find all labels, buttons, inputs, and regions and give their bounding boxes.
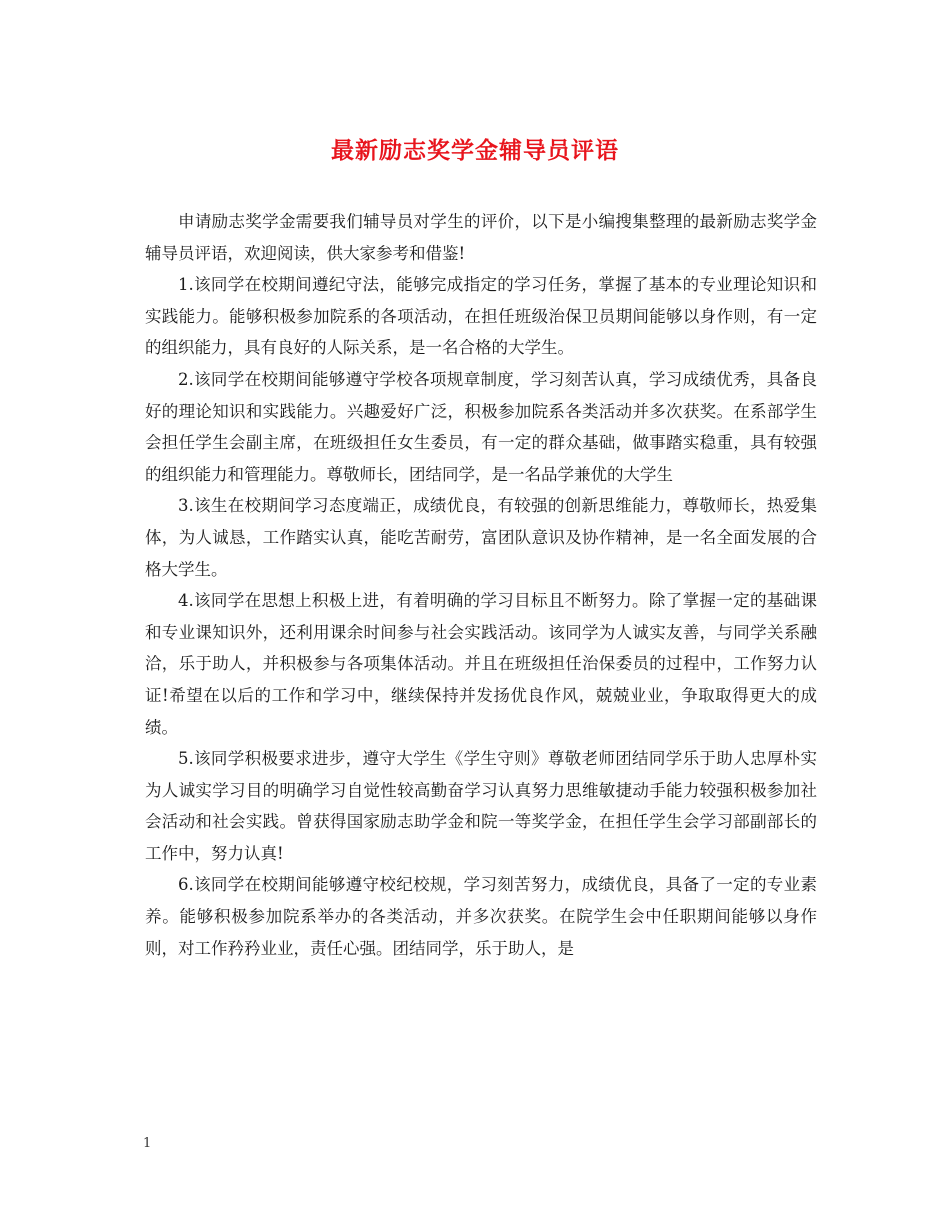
document-body [145,206,817,964]
comment-paragraph-4: 4.该同学在思想上积极上进，有着明确的学习目标且不断努力。除了掌握一定的基础课和专业课知识外，还利用课余时间参与社会实践活动。该同学为人诚实友善，与同学关系融洽，乐于助人，并积极参与各项集体活动。并且在班级担任治保委员的过程中，工作努力认证!希望在以后的工作和学习中，继续保持并发扬优良作风，兢兢业业，争取取得更大的成绩。 [145,591,817,737]
comment-paragraph-1: 1.该同学在校期间遵纪守法，能够完成指定的学习任务，掌握了基本的专业理论知识和实践能力。能够积极参加院系的各项活动，在担任班级治保卫员期间能够以身作则，有一定的组织能力，具有良好的人际关系，是一名合格的大学生。 [145,275,817,358]
comment-paragraph-5: 5.该同学积极要求进步，遵守大学生《学生守则》尊敬老师团结同学乐于助人忠厚朴实为人诚实学习目的明确学习自觉性较高勤奋学习认真努力思维敏捷动手能力较强积极参加社会活动和社会实践。曾获得国家励志助学金和院一等奖学金，在担任学生会学习部副部长的工作中，努力认真! [145,749,817,863]
intro-paragraph: 申请励志奖学金需要我们辅导员对学生的评价，以下是小编搜集整理的最新励志奖学金辅导员评语，欢迎阅读，供大家参考和借鉴! [145,212,817,263]
comment-paragraph-2: 2.该同学在校期间能够遵守学校各项规章制度，学习刻苦认真，学习成绩优秀，具备良好的理论知识和实践能力。兴趣爱好广泛，积极参加院系各类活动并多次获奖。在系部学生会担任学生会副主席，在班级担任女生委员，有一定的群众基础，做事踏实稳重，具有较强的组织能力和管理能力。尊敬师长，团结同学，是一名品学兼优的大学生 [145,369,817,484]
page-number: 1 [143,1136,152,1151]
document-title: 最新励志奖学金辅导员评语 [331,138,619,164]
comment-paragraph-3: 3.该生在校期间学习态度端正，成绩优良，有较强的创新思维能力，尊敬师长，热爱集体，为人诚恳，工作踏实认真，能吃苦耐劳，富团队意识及协作精神，是一名全面发展的合格大学生。 [145,496,817,579]
comment-paragraph-6: 6.该同学在校期间能够遵守校纪校规，学习刻苦努力，成绩优良，具备了一定的专业素养。能够积极参加院系举办的各类活动，并多次获奖。在院学生会中任职期间能够以身作则，对工作矜矜业业，责任心强。团结同学，乐于助人，是 [145,875,817,958]
